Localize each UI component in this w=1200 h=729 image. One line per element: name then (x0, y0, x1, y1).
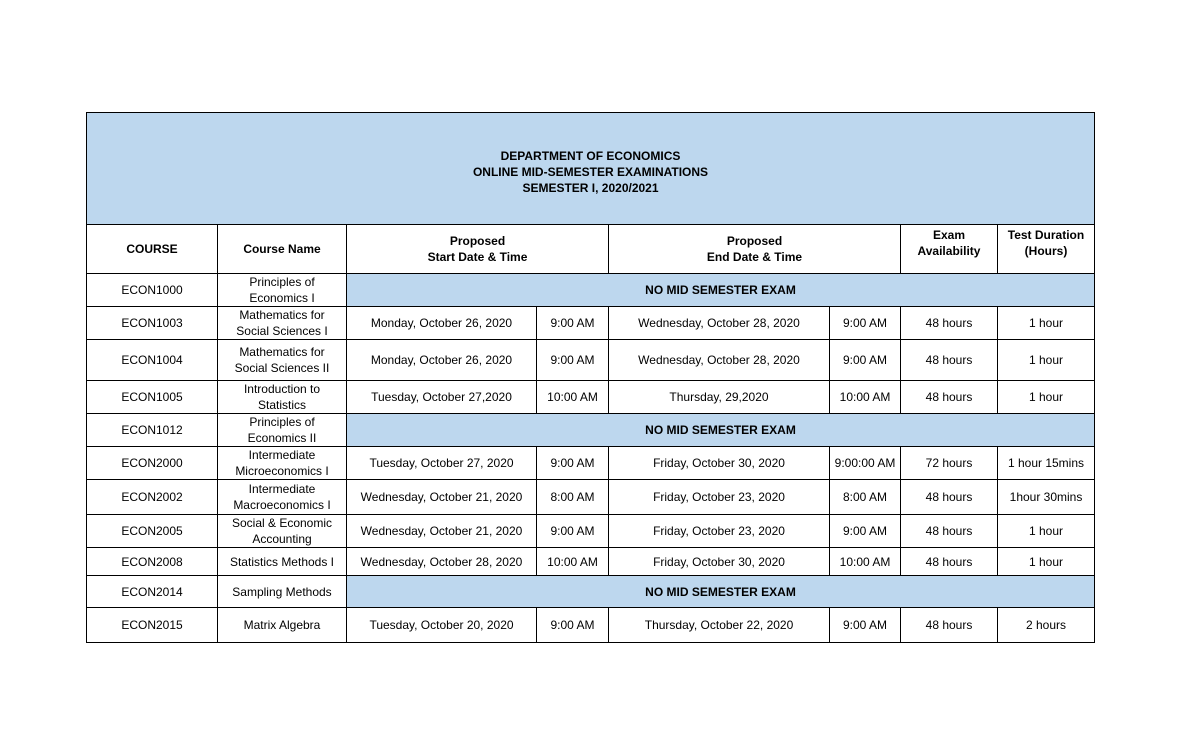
start-time: 10:00 AM (537, 381, 609, 414)
course-code: ECON1003 (87, 307, 218, 340)
course-name-line2: Macroeconomics I (233, 498, 331, 512)
no-exam-note: NO MID SEMESTER EXAM (347, 274, 1095, 307)
start-time: 9:00 AM (537, 340, 609, 381)
test-duration: 1hour 30mins (998, 480, 1095, 515)
table-row (87, 274, 1095, 307)
no-exam-note: NO MID SEMESTER EXAM (347, 576, 1095, 608)
header-course-name: Course Name (218, 225, 347, 274)
test-duration: 1 hour (998, 340, 1095, 381)
end-time: 9:00:00 AM (830, 447, 901, 480)
end-date: Wednesday, October 28, 2020 (609, 307, 830, 340)
course-name (218, 340, 347, 381)
table-row (87, 340, 1095, 381)
start-time: 9:00 AM (537, 307, 609, 340)
course-name (218, 576, 347, 608)
end-date: Thursday, 29,2020 (609, 381, 830, 414)
end-date: Friday, October 23, 2020 (609, 515, 830, 548)
test-duration: 1 hour (998, 515, 1095, 548)
start-time: 9:00 AM (537, 608, 609, 643)
no-exam-note: NO MID SEMESTER EXAM (347, 414, 1095, 447)
course-name (218, 274, 347, 307)
exam-availability: 48 hours (901, 515, 998, 548)
table-row (87, 447, 1095, 480)
course-code: ECON2005 (87, 515, 218, 548)
course-name-line1: Matrix Algebra (243, 618, 321, 632)
title-semester: SEMESTER I, 2020/2021 (522, 180, 659, 195)
exam-availability: 48 hours (901, 381, 998, 414)
test-duration: 1 hour (998, 548, 1095, 576)
course-name (218, 307, 347, 340)
end-date: Wednesday, October 28, 2020 (609, 340, 830, 381)
table-row (87, 548, 1095, 576)
header-duration-line1: Test Duration (1007, 228, 1085, 242)
header-row (87, 225, 1095, 274)
header-start (347, 225, 609, 274)
course-name-line2: Accounting (252, 532, 312, 546)
course-name-line2: Social Sciences I (236, 324, 328, 338)
start-date: Monday, October 26, 2020 (347, 307, 537, 340)
header-availability-line1: Exam (932, 228, 966, 242)
start-date: Tuesday, October 27,2020 (347, 381, 537, 414)
exam-availability: 48 hours (901, 608, 998, 643)
course-name-line1: Principles of (249, 275, 315, 289)
course-name (218, 608, 347, 643)
start-time: 10:00 AM (537, 548, 609, 576)
course-name (218, 515, 347, 548)
start-date: Tuesday, October 27, 2020 (347, 447, 537, 480)
end-date: Thursday, October 22, 2020 (609, 608, 830, 643)
exam-availability: 48 hours (901, 548, 998, 576)
table-row (87, 381, 1095, 414)
end-time: 9:00 AM (830, 340, 901, 381)
course-code: ECON2008 (87, 548, 218, 576)
start-date: Tuesday, October 20, 2020 (347, 608, 537, 643)
header-end (609, 225, 901, 274)
title-row (87, 113, 1095, 225)
course-name (218, 381, 347, 414)
start-time: 9:00 AM (537, 515, 609, 548)
course-name-line2: Statistics (257, 398, 306, 412)
exam-availability: 48 hours (901, 307, 998, 340)
course-name-line2: Economics II (247, 431, 317, 445)
exam-availability: 48 hours (901, 340, 998, 381)
schedule-rows (87, 274, 1095, 643)
end-time: 9:00 AM (830, 608, 901, 643)
start-time: 9:00 AM (537, 447, 609, 480)
table-row (87, 307, 1095, 340)
course-code: ECON2015 (87, 608, 218, 643)
header-start-line1: Proposed (449, 234, 506, 248)
header-course: COURSE (87, 225, 218, 274)
table-row (87, 480, 1095, 515)
course-code: ECON2002 (87, 480, 218, 515)
test-duration: 1 hour (998, 307, 1095, 340)
course-code: ECON2014 (87, 576, 218, 608)
table-row (87, 576, 1095, 608)
end-date: Friday, October 23, 2020 (609, 480, 830, 515)
header-duration-line2: (Hours) (1024, 244, 1068, 258)
title-exam-type: ONLINE MID-SEMESTER EXAMINATIONS (472, 164, 709, 179)
course-name-line1: Sampling Methods (232, 584, 332, 599)
course-code: ECON1000 (87, 274, 218, 307)
header-availability (901, 225, 998, 274)
header-start-line2: Start Date & Time (427, 250, 528, 264)
table-row (87, 414, 1095, 447)
end-time: 9:00 AM (830, 515, 901, 548)
start-date: Wednesday, October 21, 2020 (347, 515, 537, 548)
start-time: 8:00 AM (537, 480, 609, 515)
header-end-line1: Proposed (726, 234, 783, 248)
course-name-line1: Mathematics for (239, 345, 325, 359)
header-availability-line2: Availability (917, 244, 981, 258)
title-department: DEPARTMENT OF ECONOMICS (500, 148, 681, 163)
exam-schedule-table (86, 112, 1095, 643)
start-date: Monday, October 26, 2020 (347, 340, 537, 381)
course-name-line1: Mathematics for (239, 308, 325, 322)
exam-availability: 72 hours (901, 447, 998, 480)
course-name-line1: Principles of (249, 415, 315, 429)
course-name (218, 414, 347, 447)
course-name-line2: Economics I (249, 291, 315, 305)
start-date: Wednesday, October 28, 2020 (347, 548, 537, 576)
course-name (218, 480, 347, 515)
document-title (87, 113, 1095, 225)
course-code: ECON2000 (87, 447, 218, 480)
course-code: ECON1012 (87, 414, 218, 447)
course-name-line1: Intermediate (248, 448, 316, 462)
course-name-line1: Intermediate (248, 482, 316, 496)
header-duration (998, 225, 1095, 274)
header-end-line2: End Date & Time (706, 250, 803, 264)
end-time: 10:00 AM (830, 548, 901, 576)
end-time: 8:00 AM (830, 480, 901, 515)
test-duration: 1 hour (998, 381, 1095, 414)
course-name-line2: Social Sciences II (234, 361, 330, 375)
end-date: Friday, October 30, 2020 (609, 447, 830, 480)
course-name-line1: Introduction to (243, 382, 321, 396)
test-duration: 2 hours (998, 608, 1095, 643)
course-name (218, 548, 347, 576)
start-date: Wednesday, October 21, 2020 (347, 480, 537, 515)
table-row (87, 515, 1095, 548)
test-duration: 1 hour 15mins (998, 447, 1095, 480)
course-name-line1: Social & Economic (231, 516, 333, 530)
end-date: Friday, October 30, 2020 (609, 548, 830, 576)
course-name-line2: Microeconomics I (235, 464, 329, 478)
table-row (87, 608, 1095, 643)
end-time: 9:00 AM (830, 307, 901, 340)
course-code: ECON1004 (87, 340, 218, 381)
course-code: ECON1005 (87, 381, 218, 414)
end-time: 10:00 AM (830, 381, 901, 414)
course-name-line1: Statistics Methods I (229, 554, 335, 569)
exam-availability: 48 hours (901, 480, 998, 515)
course-name (218, 447, 347, 480)
